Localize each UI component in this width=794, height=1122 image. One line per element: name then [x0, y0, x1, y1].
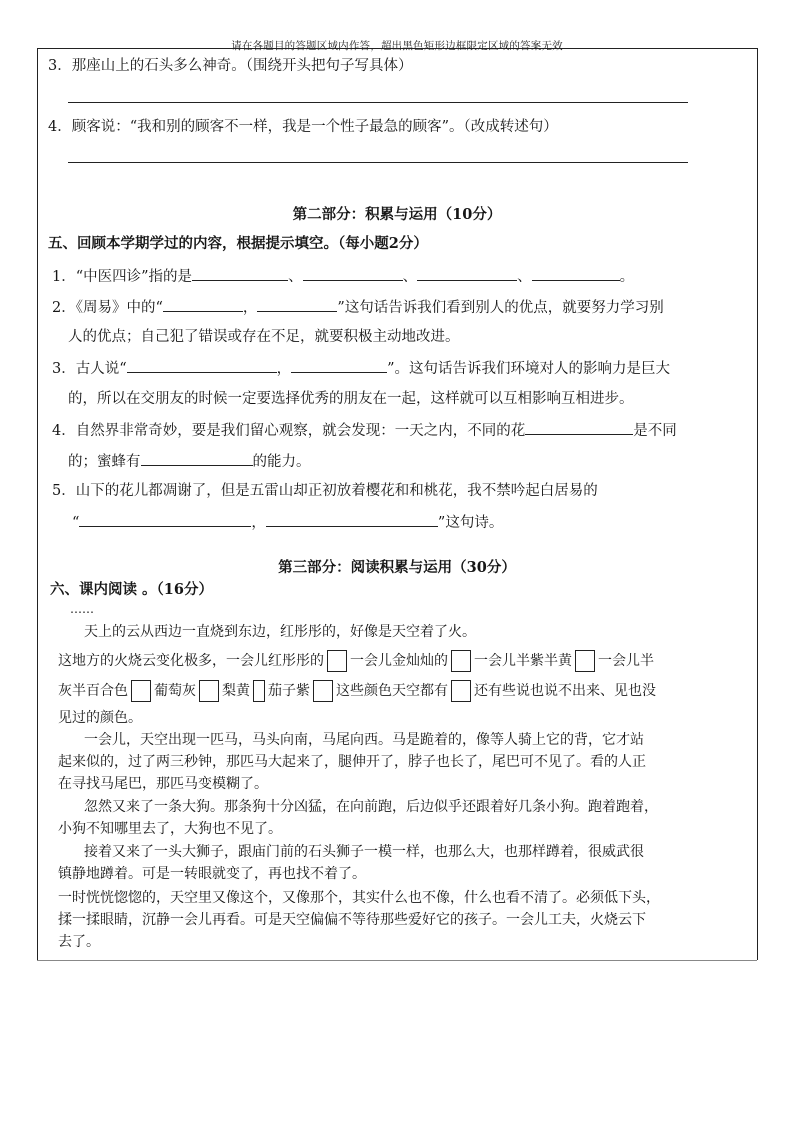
answer-frame-bottom [37, 960, 757, 961]
q4-blank-1[interactable] [525, 420, 633, 435]
fill-question-5-line2 [72, 512, 503, 533]
q2-suffix: ”这句话告诉我们看到别人的优点，就要努力学习别 [337, 300, 664, 316]
passage-paragraph-1: 天上的云从西边一直烧到东边，红彤彤的，好像是天空着了火。 [84, 624, 476, 640]
q1-end: 。 [619, 269, 635, 285]
punctuation-box-6[interactable] [253, 680, 265, 702]
answer-line-q3[interactable] [68, 102, 688, 103]
p2-text-f: 葡萄灰 [154, 683, 196, 699]
answer-frame-top [37, 48, 757, 49]
fill-question-4 [52, 420, 677, 441]
passage-paragraph-4-line-1: 忽然又来了一条大狗。那条狗十分凶猛，在向前跑，后边似乎还跟着好几条小狗。跑着跑着， [84, 799, 658, 815]
q3-suffix: ”。这句话告诉我们环境对人的影响力是巨大 [387, 361, 671, 377]
q4-line2-prefix: 的；蜜蜂有 [68, 454, 141, 470]
p2-text-c: 一会儿半紫半黄 [474, 653, 572, 669]
passage-paragraph-6-line-1: 一时恍恍惚惚的，天空里又像这个，又像那个，其实什么也不像，什么也看不清了。必须低下头， [58, 890, 660, 906]
p2-text-b: 一会儿金灿灿的 [350, 653, 448, 669]
question-4-indirect-speech: 4．顾客说：“我和别的顾客不一样，我是一个性子最急的顾客”。（改成转述句） [48, 119, 558, 135]
q1-blank-4[interactable] [532, 266, 620, 281]
q1-sep-2: 、 [402, 269, 418, 285]
q2-prefix: 2．《周易》中的“ [52, 300, 163, 316]
q4-blank-2[interactable] [141, 451, 253, 466]
q3-blank-1[interactable] [127, 358, 277, 373]
punctuation-box-1[interactable] [327, 650, 347, 672]
fill-question-2 [52, 297, 664, 318]
q5-comma: ， [251, 515, 266, 531]
punctuation-box-5[interactable] [199, 680, 219, 702]
passage-paragraph-2-line-2 [58, 680, 656, 702]
passage-paragraph-6-line-3: 去了。 [58, 934, 100, 950]
p2-text-i: 这些颜色天空都有 [336, 683, 448, 699]
header-note: 请在各题目的答题区域内作答，超出黑色矩形边框限定区域的答案无效 [231, 40, 563, 52]
q1-sep-1: 、 [288, 269, 303, 285]
passage-paragraph-3-line-1: 一会儿，天空出现一匹马，马头向南，马尾向西。马是跪着的，像等人骑上它的背，它才站 [84, 732, 644, 748]
passage-paragraph-3-line-3: 在寻找马尾巴，那匹马变模糊了。 [58, 776, 268, 792]
fill-question-1 [52, 266, 634, 287]
answer-frame-right [757, 48, 758, 960]
q3-comma: ， [276, 361, 292, 377]
fill-question-3 [52, 358, 670, 379]
fill-question-4-line2 [68, 451, 311, 472]
q3-line-2: 的，所以在交朋友的时候一定要选择优秀的朋友在一起，这样就可以互相影响互相进步。 [68, 391, 634, 407]
q1-blank-1[interactable] [192, 266, 288, 281]
p2-text-a: 这地方的火烧云变化极多，一会儿红彤彤的 [58, 653, 324, 669]
q1-prefix: 1．“中医四诊”指的是 [52, 269, 193, 285]
q1-blank-3[interactable] [417, 266, 517, 281]
section-5-heading: 五、回顾本学期学过的内容，根据提示填空。（每小题2分） [48, 235, 428, 252]
p2-text-e: 灰半百合色 [58, 683, 128, 699]
q3-blank-2[interactable] [291, 358, 387, 373]
q4-suffix: 是不同 [633, 423, 677, 439]
p2-text-g: 梨黄 [222, 683, 250, 699]
punctuation-box-4[interactable] [131, 680, 151, 702]
q2-line-2: 人的优点；自己犯了错误或存在不足，就要积极主动地改进。 [68, 329, 460, 345]
q3-prefix: 3．古人说“ [52, 361, 127, 377]
question-3-sentence-expansion: 3．那座山上的石头多么神奇。（围绕开头把句子写具体） [48, 58, 413, 74]
q5-blank-2[interactable] [266, 512, 438, 527]
part3-title: 第三部分：阅读积累与运用（30分） [278, 559, 516, 576]
passage-paragraph-2-line-3: 见过的颜色。 [58, 710, 142, 726]
passage-paragraph-4-line-2: 小狗不知哪里去了，大狗也不见了。 [58, 821, 282, 837]
answer-line-q4[interactable] [68, 162, 688, 163]
q4-line2-suffix: 的能力。 [252, 454, 311, 470]
passage-paragraph-5-line-1: 接着又来了一头大狮子，跟庙门前的石头狮子一模一样，也那么大，也那样蹲着，很威武很 [84, 844, 644, 860]
passage-ellipsis: …… [70, 602, 94, 616]
p2-text-h: 茄子紫 [268, 683, 310, 699]
passage-paragraph-2-line-1 [58, 650, 654, 672]
q2-blank-2[interactable] [257, 297, 337, 312]
q5-open-quote: “ [72, 515, 80, 531]
passage-paragraph-3-line-2: 起来似的，过了两三秒钟，那匹马大起来了，腿伸开了，脖子也长了，尾巴可不见了。看的人正 [58, 754, 646, 770]
passage-paragraph-6-line-2: 揉一揉眼睛，沉静一会儿再看。可是天空偏偏不等待那些爱好它的孩子。一会儿工夫，火烧云下 [58, 912, 646, 928]
q1-blank-2[interactable] [303, 266, 403, 281]
fill-question-5: 5．山下的花儿都凋谢了，但是五雷山却正初放着樱花和和桃花，我不禁吟起白居易的 [52, 483, 598, 499]
punctuation-box-3[interactable] [575, 650, 595, 672]
answer-frame-left [37, 48, 38, 960]
q4-prefix: 4．自然界非常奇妙，要是我们留心观察，就会发现：一天之内，不同的花 [52, 423, 526, 439]
q5-blank-1[interactable] [79, 512, 251, 527]
passage-paragraph-5-line-2: 镇静地蹲着。可是一转眼就变了，再也找不着了。 [58, 866, 366, 882]
q5-suffix: ”这句诗。 [437, 515, 504, 531]
punctuation-box-2[interactable] [451, 650, 471, 672]
q1-sep-3: 、 [517, 269, 532, 285]
section-6-heading: 六、课内阅读 。（16分） [50, 581, 213, 598]
p2-text-d: 一会儿半 [598, 653, 654, 669]
punctuation-box-8[interactable] [451, 680, 471, 702]
punctuation-box-7[interactable] [313, 680, 333, 702]
q2-comma: ， [242, 300, 258, 316]
part2-title: 第二部分：积累与运用（10分） [292, 206, 502, 223]
p2-text-j: 还有些说也说不出来、见也没 [474, 683, 656, 699]
q2-blank-1[interactable] [163, 297, 243, 312]
